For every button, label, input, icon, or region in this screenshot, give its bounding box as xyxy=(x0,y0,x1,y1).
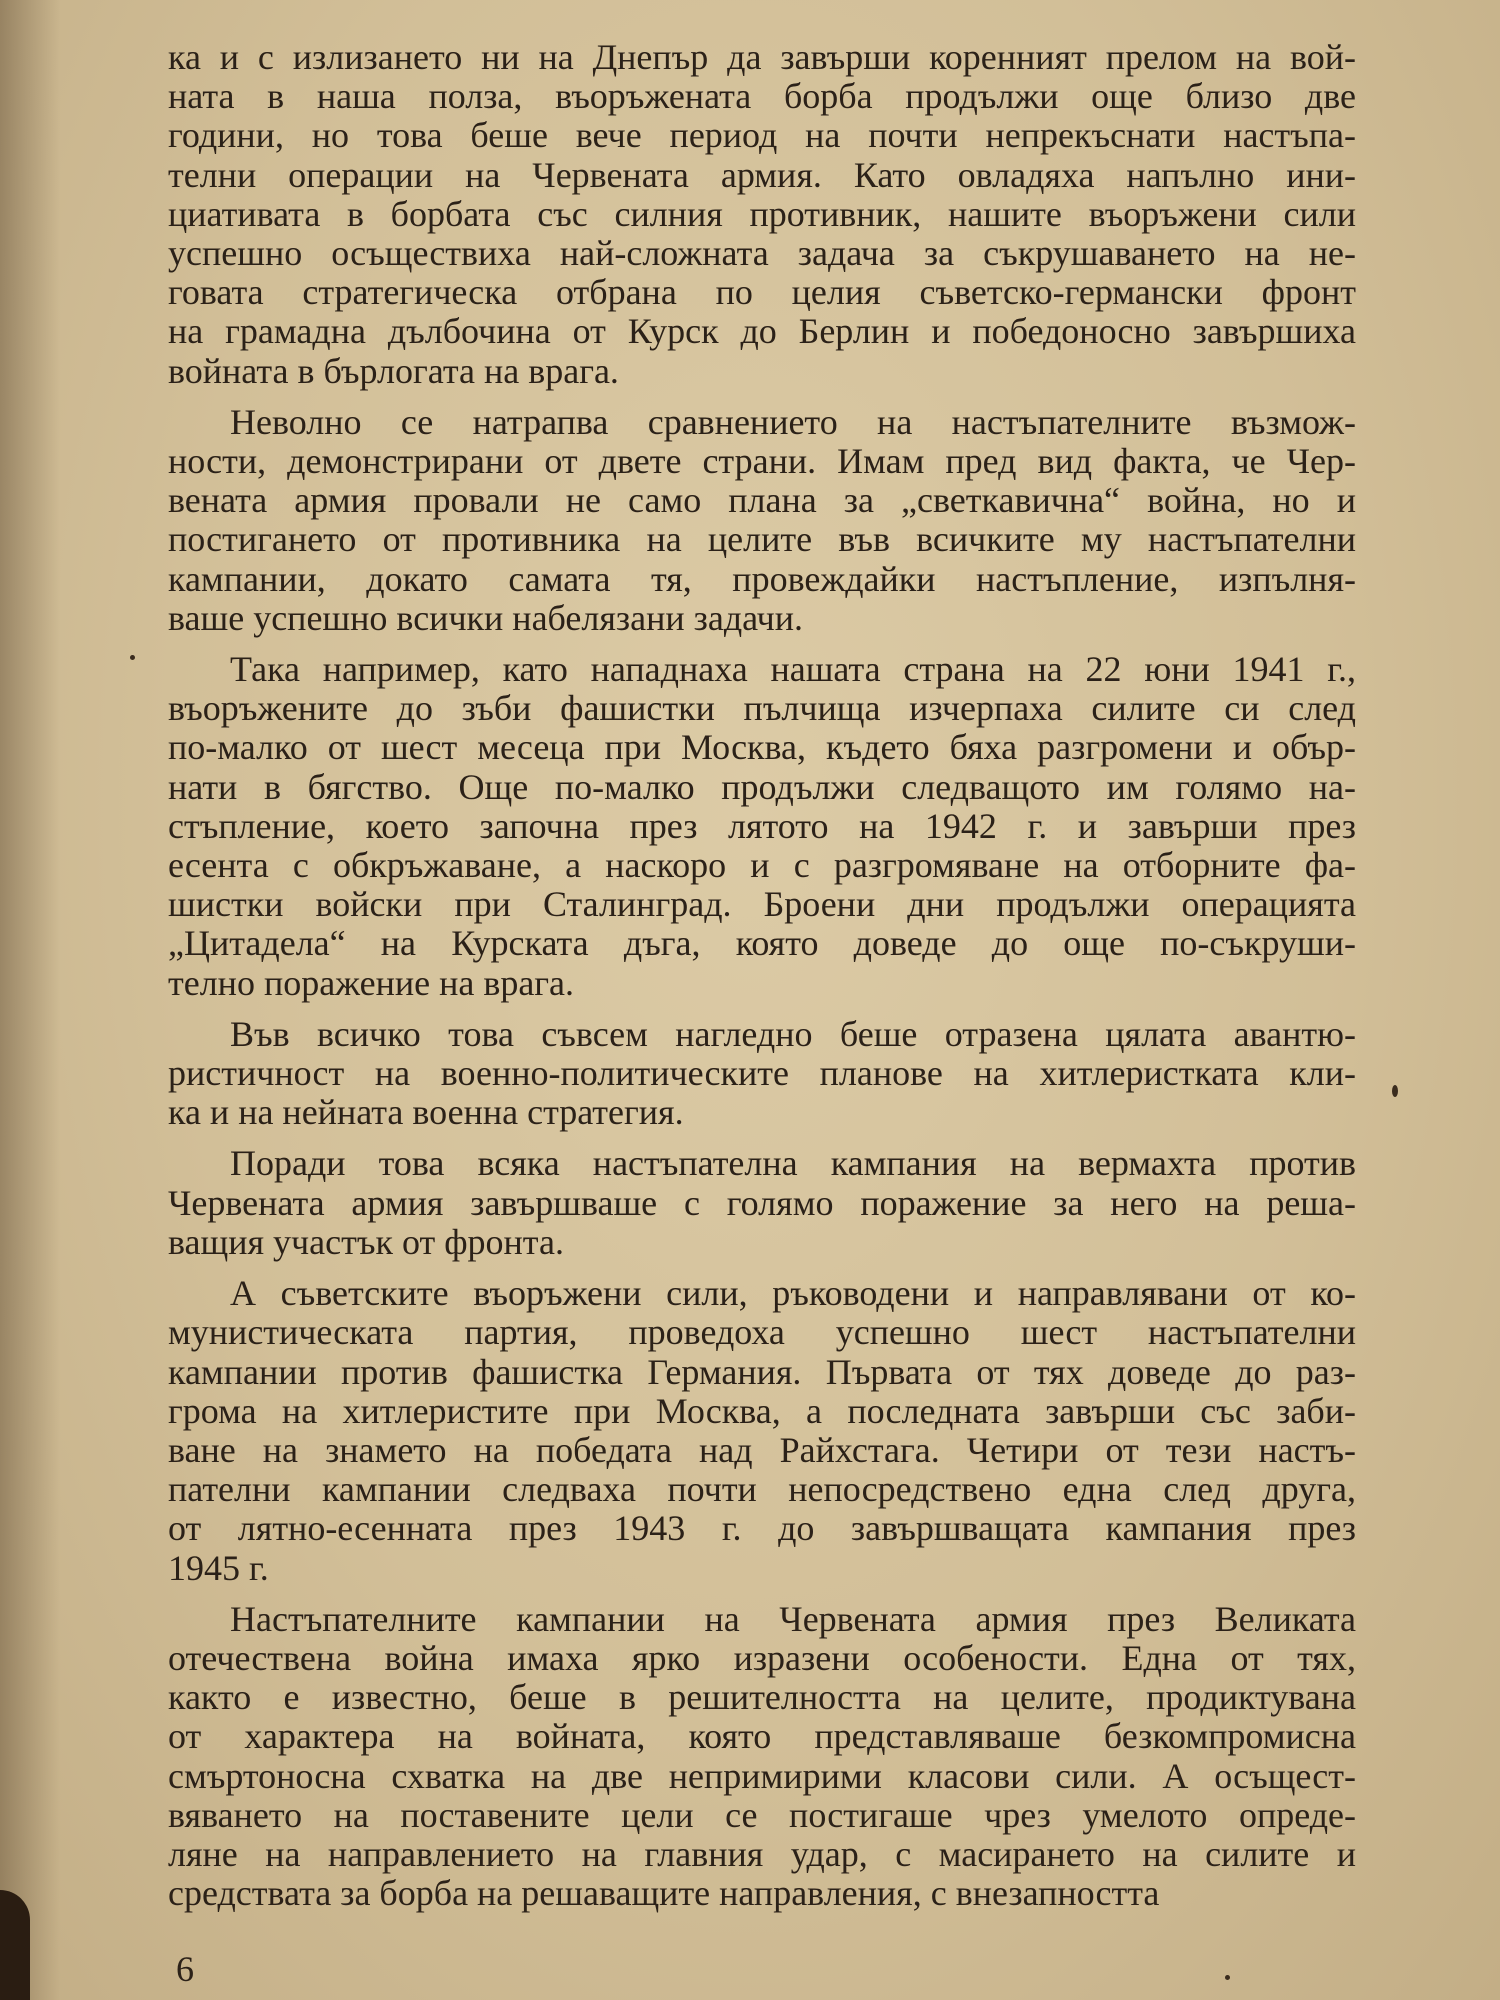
text-line: „Цитадела“ на Курската дъга, която доведе до още по-съкруши- xyxy=(168,923,1356,964)
text-line: говата стратегическа отбрана по целия съветско-германски фронт xyxy=(168,272,1356,313)
body-text xyxy=(168,38,1356,1925)
page-gutter-shadow xyxy=(0,0,60,2000)
text-line: отечествена война имаха ярко изразени особености. Една от тях, xyxy=(168,1637,1356,1678)
paper-speck xyxy=(1392,1085,1398,1097)
book-spine-corner xyxy=(0,1890,30,2000)
text-line: пателни кампании следваха почти непосредствено една след друга, xyxy=(168,1469,1356,1510)
paragraph xyxy=(168,1015,1356,1133)
text-line: ващия участък от фронта. xyxy=(168,1221,564,1262)
paragraph xyxy=(168,1600,1356,1914)
paragraph xyxy=(168,38,1356,391)
text-line: ляне на направлението на главния удар, с масирането на силите и xyxy=(168,1833,1356,1874)
text-line: есента с обкръжаване, а наскоро и с разгромяване на отборните фа- xyxy=(168,845,1356,886)
text-line: телни операции на Червената армия. Като овладяха напълно ини- xyxy=(168,154,1356,195)
text-line: от лятно-есенната през 1943 г. до завършващата кампания през xyxy=(168,1508,1356,1549)
paper-speck xyxy=(1225,1975,1230,1980)
paragraph xyxy=(168,650,1356,1003)
text-line: по-малко от шест месеца при Москва, където бяха разгромени и обър- xyxy=(168,727,1356,768)
text-line: ности, демонстрирани от двете страни. Имам пред вид факта, че Чер- xyxy=(168,441,1356,482)
page-number: 6 xyxy=(176,1949,194,1989)
text-line: кампании против фашистка Германия. Първата от тях доведе до раз- xyxy=(168,1351,1356,1392)
text-line: войната в бърлогата на врага. xyxy=(168,350,619,391)
text-line: телно поражение на врага. xyxy=(168,962,575,1003)
text-line: години, но това беше вече период на почти непрекъснати настъпа- xyxy=(168,115,1356,156)
text-line: от характера на войната, която представляваше безкомпромисна xyxy=(168,1716,1356,1757)
text-line: циативата в борбата със силния противник, нашите въоръжени сили xyxy=(168,193,1356,234)
text-line: вяването на поставените цели се постигаше чрез умелото опреде- xyxy=(168,1794,1356,1835)
text-line: Червената армия завършваше с голямо поражение за него на реша- xyxy=(168,1182,1356,1223)
text-line: Настъпателните кампании на Червената армия през Великата xyxy=(230,1598,1356,1639)
text-line: ване на знамето на победата над Райхстага. Четири от тези настъ- xyxy=(168,1429,1356,1470)
text-line: А съветските въоръжени сили, ръководени и направлявани от ко- xyxy=(230,1273,1356,1314)
text-line: смъртоносна схватка на две непримирими класови сили. А осъщест- xyxy=(168,1755,1356,1796)
text-line: 1945 г. xyxy=(168,1547,269,1588)
text-line: ваше успешно всички набелязани задачи. xyxy=(168,597,804,638)
text-line: успешно осъществиха най-сложната задача за съкрушаването на не- xyxy=(168,233,1356,274)
text-line: Във всичко това съвсем нагледно беше отразена цялата авантю- xyxy=(230,1013,1356,1054)
text-line: както е известно, беше в решителността на целите, продиктувана xyxy=(168,1677,1356,1718)
text-line: мунистическата партия, проведоха успешно шест настъпателни xyxy=(168,1312,1356,1353)
text-line: вената армия провали не само плана за „светкавична“ война, но и xyxy=(168,480,1356,521)
paragraph xyxy=(168,1144,1356,1262)
text-line: ка и на нейната военна стратегия. xyxy=(168,1092,684,1133)
paragraph xyxy=(168,403,1356,638)
text-line: шистки войски при Сталинград. Броени дни продължи операцията xyxy=(168,884,1356,925)
text-line: ристичност на военно-политическите планове на хитлеристката кли- xyxy=(168,1053,1356,1094)
text-line: на грамадна дълбочина от Курск до Берлин и победоносно завършиха xyxy=(168,311,1356,352)
text-line: Така например, като нападнаха нашата страна на 22 юни 1941 г., xyxy=(230,649,1356,690)
text-line: Неволно се натрапва сравнението на настъпателните възмож- xyxy=(230,401,1356,442)
text-line: постигането от противника на целите във всичките му настъпателни xyxy=(168,519,1356,560)
text-line: нати в бягство. Още по-малко продължи следващото им голямо на- xyxy=(168,766,1356,807)
text-line: въоръжените до зъби фашистки пълчища изчерпаха силите си след xyxy=(168,688,1356,729)
paper-speck xyxy=(130,655,135,660)
text-line: ка и с излизането ни на Днепър да завърши коренният прелом на вой- xyxy=(168,37,1356,77)
text-line: кампании, докато самата тя, провеждайки настъпление, изпълня- xyxy=(168,558,1356,599)
text-line: стъпление, което започна през лятото на 1942 г. и завърши през xyxy=(168,805,1356,846)
paragraph xyxy=(168,1274,1356,1588)
text-line: ната в наша полза, въоръжената борба продължи още близо две xyxy=(168,76,1356,117)
text-line: средствата за борба на решаващите направления, с внезапността xyxy=(168,1873,1160,1914)
text-line: Поради това всяка настъпателна кампания на вермахта против xyxy=(230,1143,1356,1184)
text-line: грома на хитлеристите при Москва, а последната завърши със заби- xyxy=(168,1390,1356,1431)
